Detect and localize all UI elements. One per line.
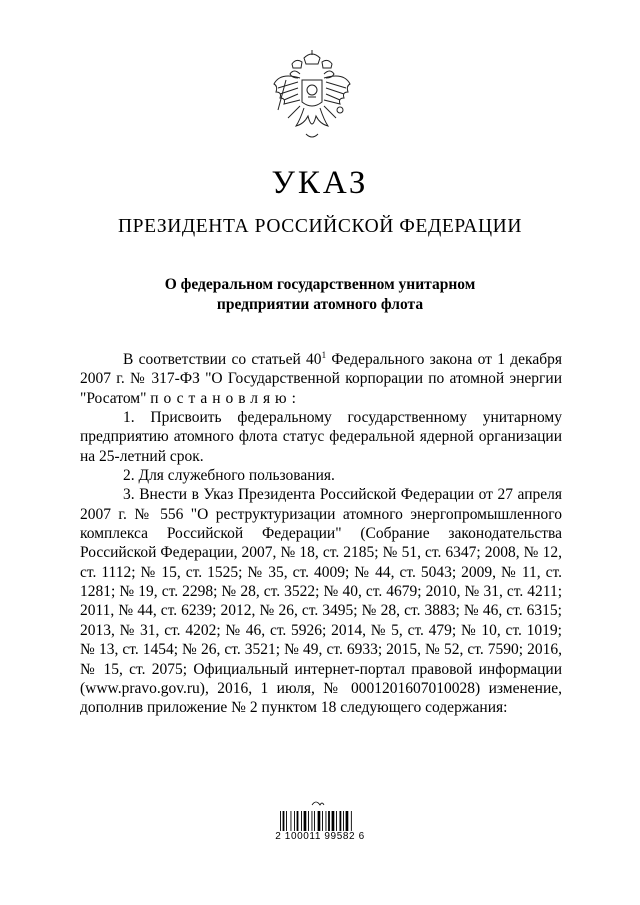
decree-body (80, 350, 562, 718)
russian-coat-of-arms-icon (270, 50, 354, 144)
barcode-number: 2 100011 99582 6 (275, 831, 365, 842)
item-1-paragraph: 1. Присвоить федеральному государственному унитарному предприятию атомного флота статус федеральной ядерной организации на 25-летний срок. (80, 409, 562, 465)
decree-heading (0, 275, 640, 315)
preamble-text-1: В соответствии со статьей 40 (123, 351, 322, 368)
preamble-superscript: 1 (321, 350, 327, 360)
decree-heading-line-1: О федеральном государственном унитарном (164, 276, 476, 293)
decree-heading-line-2: предприятии атомного флота (216, 296, 424, 313)
item-3-paragraph: 3. Внести в Указ Президента Российской Федерации от 27 апреля 2007 г. № 556 "О реструктуризации атомного энергопромышленного комплекса Российской Федерации" (Собрание законодательства Российской Федерации, 2007, № 18, ст. 2185; № 51, ст. 6347; 2008, № 12, ст. 1112; № 15, ст. 1525; № 35, ст. 4009; № 44, ст. 5043; 2009, № 11, ст. 1281; № 19, ст. 2298; № 28, ст. 3522; № 40, ст. 4679; 2010, № 31, ст. 4211; 2011, № 44, ст. 6239; 2012, № 26, ст. 3495; № 28, ст. 3883; № 46, ст. 6315; 2013, № 31, ст. 4202; № 46, ст. 5926; 2014, № 5, ст. 479; № 10, ст. 1019; № 13, ст. 1454; № 26, ст. 3521; № 49, ст. 6933; 2015, № 52, ст. 7590; 2016, № 15, ст. 2075; Официальный интернет-портал правовой информации (www.pravo.gov.ru), 2016, 1 июля, № 0001201607010028) изменение, дополнив приложение № 2 пунктом 18 следующего содержания: (80, 486, 562, 717)
preamble-decree-word: постановляю (150, 389, 292, 407)
document-title: УКАЗ (271, 165, 369, 201)
preamble-paragraph (80, 350, 562, 408)
document-subtitle: ПРЕЗИДЕНТА РОССИЙСКОЙ ФЕДЕРАЦИИ (117, 216, 523, 237)
preamble-text-3: : (291, 389, 296, 407)
item-2-paragraph: 2. Для служебного пользования. (123, 467, 335, 485)
preamble-text-2: Федерального закона от 1 декабря 2007 г. № 317-ФЗ "О Государственной корпорации по атомной энергии "Росатом" (80, 351, 562, 407)
barcode-bars (280, 802, 352, 831)
